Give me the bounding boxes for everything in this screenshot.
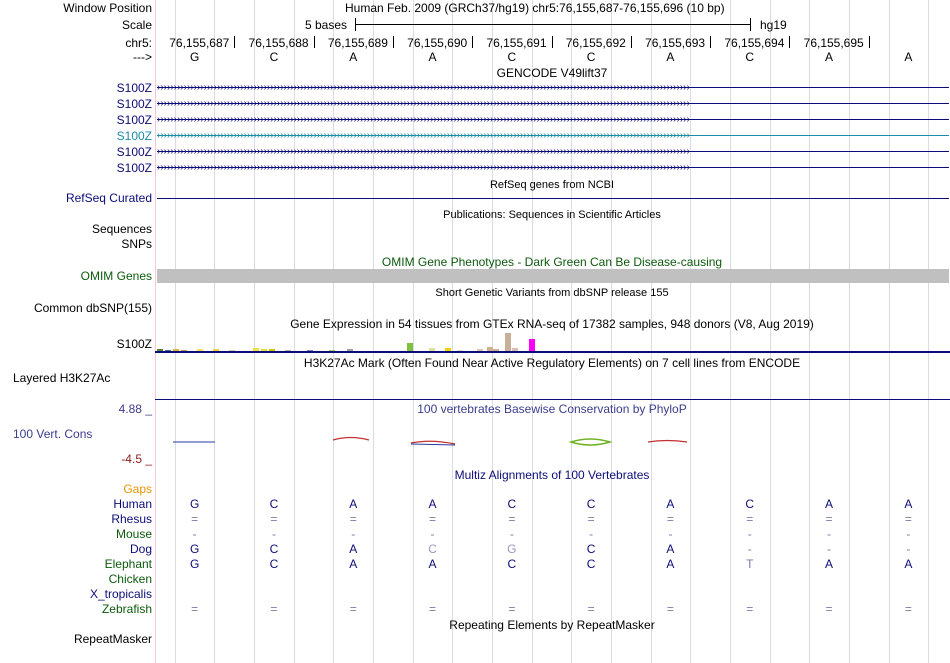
phylop-signal[interactable] (155, 432, 950, 452)
aligned-base: C (269, 542, 279, 556)
scale-assembly: hg19 (760, 18, 787, 32)
refseq-track-title[interactable]: RefSeq genes from NCBI (489, 179, 615, 191)
base-letter: A (666, 50, 675, 64)
window-position-value: Human Feb. 2009 (GRCh37/hg19) chr5:76,155,687-76,155,696 (10 bp) (345, 1, 725, 15)
aligned-base: - (271, 527, 276, 541)
aligned-base: - (906, 542, 911, 556)
scale-bar-right-cap (750, 18, 751, 31)
aligned-base: = (746, 602, 754, 616)
refseq-gene-line[interactable] (157, 198, 949, 199)
multiz-track-title[interactable]: Multiz Alignments of 100 Vertebrates (454, 468, 650, 482)
chrom-label: chr5: (125, 36, 152, 50)
phylop-track-title[interactable]: 100 vertebrates Basewise Conservation by PhyloP (417, 402, 687, 416)
aligned-base: - (192, 527, 197, 541)
aligned-base: = (349, 602, 357, 616)
gencode-transcript-label[interactable]: S100Z (116, 81, 152, 95)
h3k27ac-track-title[interactable]: H3K27Ac Mark (Often Found Near Active Regulatory Elements) on 7 cell lines from ENCODE (303, 356, 801, 370)
aligned-base: A (428, 497, 437, 511)
gencode-transcript[interactable] (157, 83, 949, 93)
position-tick (314, 36, 315, 48)
gencode-transcript[interactable] (157, 131, 949, 141)
label-divider (155, 0, 156, 663)
aligned-base: T (746, 557, 754, 571)
aligned-base: - (351, 527, 356, 541)
aligned-base: = (587, 512, 595, 526)
aligned-base: = (904, 512, 912, 526)
aligned-base: = (746, 512, 754, 526)
aligned-base: A (428, 557, 437, 571)
aligned-base: = (825, 602, 833, 616)
sequences-track-label[interactable]: Sequences (91, 222, 152, 236)
h3k27ac-baseline (155, 399, 950, 400)
aligned-base: = (587, 602, 595, 616)
gencode-transcript[interactable] (157, 115, 949, 125)
position-label[interactable]: 76,155,693 (645, 36, 706, 50)
gencode-transcript-label[interactable]: S100Z (116, 129, 152, 143)
aligned-base: - (668, 527, 673, 541)
strand-arrows: ›››››››››››››››››››››››››››››››››››››››››››››››››››››››››››››››››››››››››››››››››››››››››››››››››››››››››››››››››››››››››››››››››››››››››››››››››››››››››››››››› (157, 131, 690, 141)
position-label[interactable]: 76,155,692 (565, 36, 626, 50)
aligned-base: = (429, 512, 437, 526)
gencode-track-title[interactable]: GENCODE V49lift37 (496, 66, 608, 80)
aligned-base: = (825, 512, 833, 526)
aligned-base: A (666, 497, 675, 511)
aligned-base: = (666, 602, 674, 616)
aligned-base: - (827, 542, 832, 556)
gencode-transcript-label[interactable]: S100Z (116, 161, 152, 175)
aligned-base: G (189, 542, 200, 556)
gtex-tissue-bar[interactable] (505, 333, 511, 351)
publications-track-title[interactable]: Publications: Sequences in Scientific Articles (443, 209, 661, 221)
aligned-base: A (904, 497, 913, 511)
base-letter: C (745, 50, 755, 64)
position-tick (552, 36, 553, 48)
aligned-base: A (825, 497, 834, 511)
window-position-label: Window Position (63, 1, 152, 15)
phylop-segment-3 (411, 441, 455, 444)
aligned-base: = (191, 512, 199, 526)
position-label[interactable]: 76,155,689 (327, 36, 388, 50)
scale-label: Scale (121, 18, 152, 32)
aligned-base: = (508, 512, 516, 526)
strand-arrows: ›››››››››››››››››››››››››››››››››››››››››››››››››››››››››››››››››››››››››››››››››››››››››››››››››››››››››››››››››››››››››››››››››››››››››››››››››››››››››››››››› (157, 115, 690, 125)
refseq-track-label[interactable]: RefSeq Curated (65, 191, 152, 205)
aligned-base: = (508, 602, 516, 616)
gencode-transcript-label[interactable]: S100Z (116, 113, 152, 127)
aligned-base: = (666, 512, 674, 526)
gencode-transcript[interactable] (157, 147, 949, 157)
aligned-base: C (428, 542, 437, 556)
omim-track-label[interactable]: OMIM Genes (80, 269, 152, 283)
aligned-base: - (747, 542, 752, 556)
scale-bar-left-cap (355, 18, 356, 31)
repeatmasker-track-title[interactable]: Repeating Elements by RepeatMasker (449, 618, 655, 632)
gencode-transcript-label[interactable]: S100Z (116, 145, 152, 159)
gtex-track-title[interactable]: Gene Expression in 54 tissues from GTEx RNA-seq of 17382 samples, 948 donors (V8, Aug 2019) (290, 317, 814, 331)
base-letter: C (507, 50, 517, 64)
gtex-baseline (155, 351, 950, 353)
phylop-max-label: 4.88 _ (118, 402, 152, 416)
strand-arrows: ›››››››››››››››››››››››››››››››››››››››››››››››››››››››››››››››››››››››››››››››››››››››››››››››››››››››››››››››››››››››››››››››››››››››››››››››››››››››››››››››› (157, 83, 690, 93)
strand-label: ---> (133, 50, 152, 64)
aligned-base: C (586, 557, 596, 571)
position-label[interactable]: 76,155,695 (803, 36, 864, 50)
base-letter: A (428, 50, 437, 64)
aligned-base: C (507, 497, 517, 511)
species-label[interactable]: X_tropicalis (89, 587, 152, 601)
base-letter: G (189, 50, 200, 64)
aligned-base: = (429, 602, 437, 616)
gtex-track-label[interactable]: S100Z (116, 337, 152, 351)
aligned-base: C (745, 497, 755, 511)
aligned-base: A (825, 557, 834, 571)
position-tick (869, 36, 870, 48)
aligned-base: = (349, 512, 357, 526)
strand-arrows: ›››››››››››››››››››››››››››››››››››››››››››››››››››››››››››››››››››››››››››››››››››››››››››››››››››››››››››››››››››››››››››››››››››››››››››››››››››››››››››››››› (157, 99, 690, 109)
aligned-base: A (349, 542, 358, 556)
aligned-base: C (507, 557, 517, 571)
aligned-base: = (270, 602, 278, 616)
position-label[interactable]: 76,155,688 (248, 36, 309, 50)
scale-text: 5 bases (305, 18, 348, 32)
species-label[interactable]: Human (113, 497, 152, 511)
omim-track-title[interactable]: OMIM Gene Phenotypes - Dark Green Can Be Disease-causing (381, 255, 723, 269)
phylop-segment-3b (411, 444, 455, 445)
species-label[interactable]: Mouse (115, 527, 152, 541)
aligned-base: G (189, 497, 200, 511)
aligned-base: - (747, 527, 752, 541)
aligned-base: C (586, 542, 596, 556)
aligned-base: A (904, 557, 913, 571)
gtex-tissue-bar[interactable] (529, 339, 535, 351)
phylop-min-label: -4.5 _ (121, 452, 152, 466)
gencode-transcript-label[interactable]: S100Z (116, 97, 152, 111)
aligned-base: A (349, 557, 358, 571)
phylop-segment-2 (333, 438, 369, 441)
species-label[interactable]: Dog (129, 542, 152, 556)
base-letter: C (269, 50, 279, 64)
position-label[interactable]: 76,155,687 (169, 36, 230, 50)
aligned-base: G (189, 557, 200, 571)
species-label[interactable]: Elephant (104, 557, 152, 571)
dbsnp-track-title[interactable]: Short Genetic Variants from dbSNP release 155 (435, 287, 669, 299)
position-label[interactable]: 76,155,691 (486, 36, 547, 50)
position-label[interactable]: 76,155,690 (407, 36, 468, 50)
base-letter: A (904, 50, 913, 64)
aligned-base: - (430, 527, 435, 541)
position-tick (472, 36, 473, 48)
position-tick (393, 36, 394, 48)
aligned-base: C (586, 497, 596, 511)
aligned-base: = (904, 602, 912, 616)
aligned-base: A (666, 557, 675, 571)
repeatmasker-track-label[interactable]: RepeatMasker (73, 632, 152, 646)
position-label[interactable]: 76,155,694 (724, 36, 785, 50)
species-label[interactable]: Rhesus (111, 512, 152, 526)
species-label[interactable]: Zebrafish (101, 602, 152, 616)
gtex-tissue-bar[interactable] (407, 343, 413, 351)
omim-gene-bar[interactable] (157, 269, 949, 283)
aligned-base: - (589, 527, 594, 541)
aligned-base: C (269, 557, 279, 571)
aligned-base: = (191, 602, 199, 616)
gaps-label[interactable]: Gaps (123, 482, 152, 496)
base-letter: C (586, 50, 596, 64)
aligned-base: A (666, 542, 675, 556)
base-letter: A (349, 50, 358, 64)
position-tick (631, 36, 632, 48)
aligned-base: A (349, 497, 358, 511)
gencode-transcript[interactable] (157, 163, 949, 173)
phylop-segment-5 (648, 441, 687, 443)
strand-arrows: ›››››››››››››››››››››››››››››››››››››››››››››››››››››››››››››››››››››››››››››››››››››››››››››››››››››››››››››››››››››››››››››››››››››››››››››››››››››››››››››››› (157, 147, 690, 157)
phylop-track-label[interactable]: 100 Vert. Cons (13, 427, 93, 441)
gtex-expression-bars[interactable] (157, 330, 949, 351)
aligned-base: G (507, 542, 517, 556)
dbsnp-track-label[interactable]: Common dbSNP(155) (33, 301, 152, 315)
snps-track-label[interactable]: SNPs (121, 237, 152, 251)
aligned-base: - (827, 527, 832, 541)
phylop-segment-4 (571, 439, 610, 445)
position-tick (789, 36, 790, 48)
position-tick (710, 36, 711, 48)
aligned-base: - (906, 527, 911, 541)
aligned-base: = (270, 512, 278, 526)
base-letter: A (825, 50, 834, 64)
scale-bar (355, 24, 751, 25)
aligned-base: - (509, 527, 514, 541)
aligned-base: C (269, 497, 279, 511)
species-label[interactable]: Chicken (108, 572, 152, 586)
position-tick (234, 36, 235, 48)
h3k27ac-track-label[interactable]: Layered H3K27Ac (13, 371, 111, 385)
strand-arrows: ›››››››››››››››››››››››››››››››››››››››››››››››››››››››››››››››››››››››››››››››››››››››››››››››››››››››››››››››››››››››››››››››››››››››››››››››››››››››››››››››› (157, 163, 690, 173)
gencode-transcript[interactable] (157, 99, 949, 109)
